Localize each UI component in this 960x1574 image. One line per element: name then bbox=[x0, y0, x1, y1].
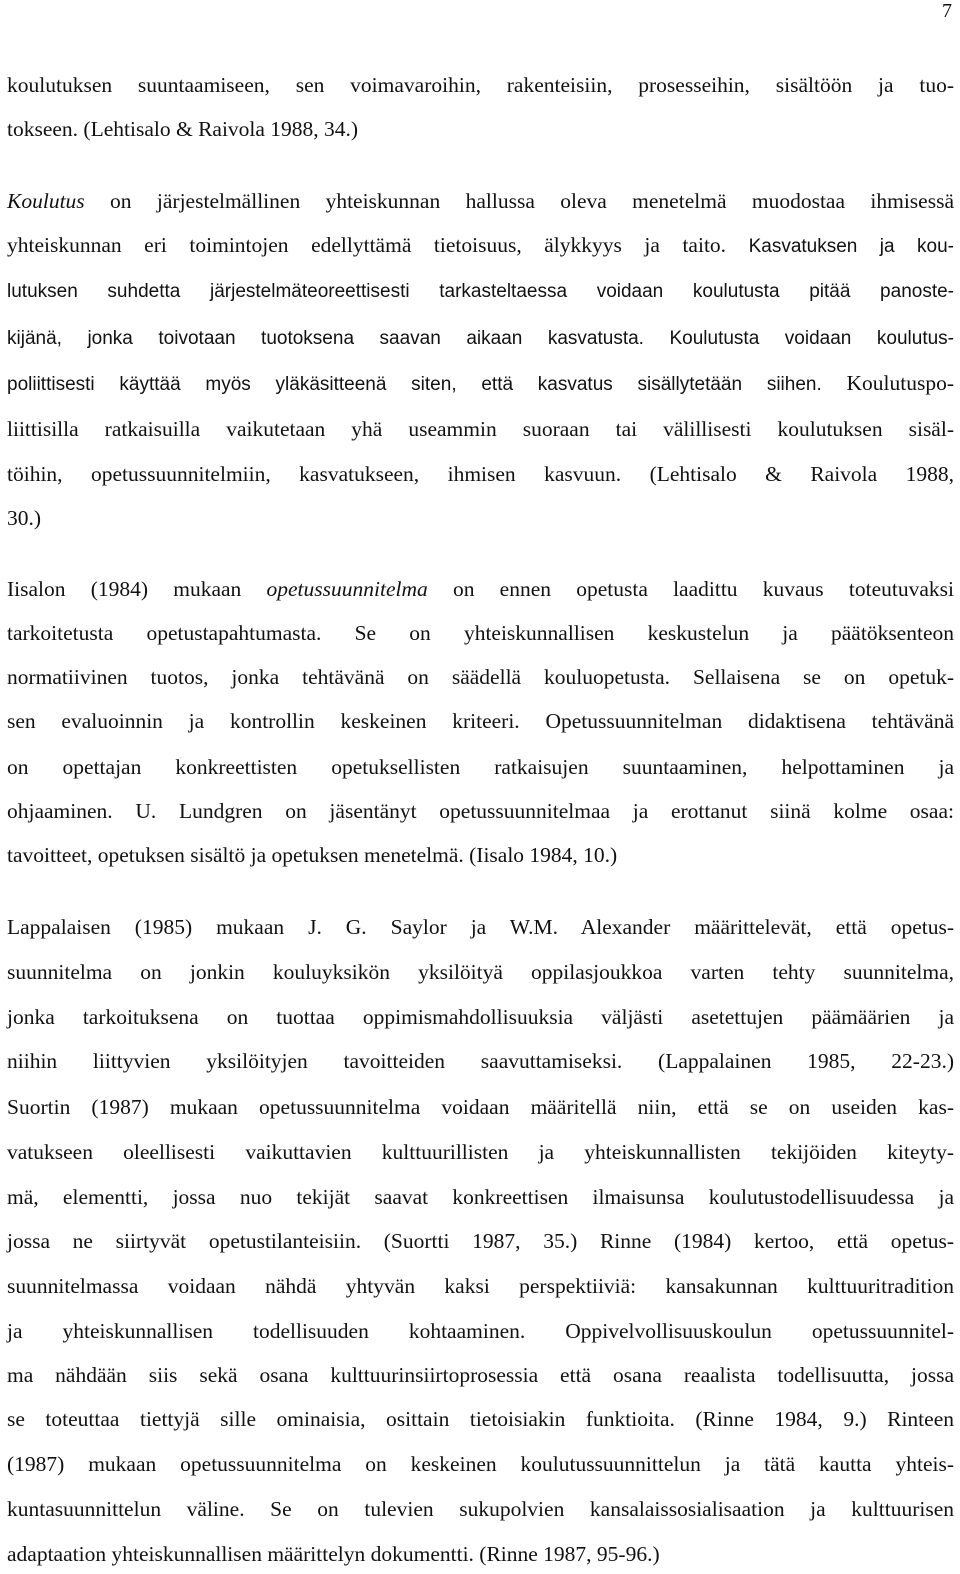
text-segment: vatukseen oleellisesti vaikuttavien kulttuurillisten ja yhteiskunnallisten tekijöiden kiteyty- bbox=[7, 1140, 954, 1164]
text-line bbox=[7, 618, 954, 648]
text-line bbox=[7, 503, 41, 533]
text-segment: Iisalon (1984) mukaan bbox=[7, 577, 267, 601]
text-segment: tarkoitetusta opetustapahtumasta. Se on yhteiskunnallisen keskustelun ja päätöksenteon bbox=[7, 621, 954, 645]
text-line bbox=[7, 368, 954, 398]
text-line bbox=[7, 1046, 954, 1076]
text-segment: poliittisesti käyttää myös yläkäsitteenä siten, että kasvatus sisällytetään siihen. bbox=[7, 374, 847, 395]
text-line bbox=[7, 1404, 954, 1434]
text-line bbox=[7, 1494, 954, 1524]
text-line bbox=[7, 912, 954, 942]
page-number: 7 bbox=[942, 0, 952, 22]
text-line bbox=[7, 1271, 954, 1301]
text-segment: on ennen opetusta laadittu kuvaus toteutuvaksi bbox=[427, 577, 954, 601]
text-segment: ohjaaminen. U. Lundgren on jäsentänyt opetussuunnitelmaa ja erottanut siinä kolme osaa: bbox=[7, 799, 954, 823]
text-line bbox=[7, 1539, 660, 1569]
text-segment: kuntasuunnittelun väline. Se on tulevien sukupolvien kansalaissosialisaation ja kulttuurisen bbox=[7, 1497, 954, 1521]
text-segment: tavoitteet, opetuksen sisältö ja opetuksen menetelmä. (Iisalo 1984, 10.) bbox=[7, 843, 618, 867]
text-segment: tokseen. (Lehtisalo & Raivola 1988, 34.) bbox=[7, 117, 359, 141]
text-line bbox=[7, 752, 954, 782]
text-line bbox=[7, 1182, 954, 1212]
text-line bbox=[7, 1226, 954, 1256]
text-segment: Koulutuspo- bbox=[846, 371, 954, 395]
text-line bbox=[7, 796, 954, 826]
text-segment: liittisilla ratkaisuilla vaikutetaan yhä useammin suoraan tai välillisesti koulutuksen sisäl- bbox=[7, 417, 954, 441]
text-segment: ma nähdään siis sekä osana kulttuurinsiirtoprosessia että osana reaalista todellisuutta, jossa bbox=[7, 1363, 954, 1387]
text-line bbox=[7, 414, 954, 444]
text-segment: Suortin (1987) mukaan opetussuunnitelma voidaan määritellä niin, että se on useiden kas- bbox=[7, 1095, 954, 1119]
text-segment: se toteuttaa tiettyjä sille ominaisia, osittain tietoisiakin funktioita. (Rinne 1984, 9.) Rinteen bbox=[7, 1407, 954, 1431]
text-segment: sen evaluoinnin ja kontrollin keskeinen kriteeri. Opetussuunnitelman didaktisena tehtävänä bbox=[7, 709, 954, 733]
italic-term: opetussuunnitelma bbox=[266, 577, 428, 601]
text-line bbox=[7, 1316, 954, 1346]
text-line bbox=[7, 840, 617, 870]
text-line bbox=[7, 1137, 954, 1167]
text-segment: normatiivinen tuotos, jonka tehtävänä on säädellä kouluopetusta. Sellaisena se on opetuk- bbox=[7, 665, 954, 689]
text-segment: jossa ne siirtyvät opetustilanteisiin. (Suortti 1987, 35.) Rinne (1984) kertoo, että opetus- bbox=[7, 1229, 954, 1253]
text-line bbox=[7, 459, 954, 489]
text-segment: adaptaation yhteiskunnallisen määrittelyn dokumentti. (Rinne 1987, 95-96.) bbox=[7, 1542, 660, 1566]
text-line bbox=[7, 1002, 954, 1032]
text-line bbox=[7, 1092, 954, 1122]
text-segment: jonka tarkoituksena on tuottaa oppimismahdollisuuksia väljästi asetettujen päämäärien ja bbox=[7, 1005, 954, 1029]
text-line bbox=[7, 1360, 954, 1390]
text-segment: suunnitelma on jonkin kouluyksikön yksilöityä oppilasjoukkoa varten tehty suunnitelma, bbox=[7, 960, 954, 984]
text-segment: niihin liittyvien yksilöityjen tavoitteiden saavuttamiseksi. (Lappalainen 1985, 22-23.) bbox=[7, 1049, 954, 1073]
text-segment: yhteiskunnan eri toimintojen edellyttämä tietoisuus, älykkyys ja taito. bbox=[7, 233, 749, 257]
text-line bbox=[7, 230, 954, 260]
text-line bbox=[7, 957, 954, 987]
text-line bbox=[7, 70, 954, 100]
text-segment: mä, elementti, jossa nuo tekijät saavat konkreettisen ilmaisunsa koulutustodellisuudessa ja bbox=[7, 1185, 954, 1209]
text-segment: ja yhteiskunnallisen todellisuuden kohtaaminen. Oppivelvollisuuskoulun opetussuunnitel- bbox=[7, 1319, 954, 1343]
text-segment: Kasvatuksen ja kou- bbox=[748, 236, 954, 257]
text-segment: töihin, opetussuunnitelmiin, kasvatukseen, ihmisen kasvuun. (Lehtisalo & Raivola 1988, bbox=[7, 462, 954, 486]
text-segment: koulutuksen suuntaamiseen, sen voimavaroihin, rakenteisiin, prosesseihin, sisältöön ja tuo- bbox=[7, 73, 954, 97]
text-segment: on opettajan konkreettisten opetuksellisten ratkaisujen suuntaaminen, helpottaminen ja bbox=[7, 755, 954, 779]
text-line bbox=[7, 324, 954, 354]
text-segment: suunnitelmassa voidaan nähdä yhtyvän kaksi perspektiiviä: kansakunnan kulttuuritradition bbox=[7, 1274, 954, 1298]
text-line bbox=[7, 574, 954, 604]
text-segment: Lappalaisen (1985) mukaan J. G. Saylor ja W.M. Alexander määrittelevät, että opetus- bbox=[7, 915, 954, 939]
text-line bbox=[7, 706, 954, 736]
text-segment: kijänä, jonka toivotaan tuotoksena saavan aikaan kasvatusta. Koulutusta voidaan koulutus- bbox=[7, 328, 954, 349]
text-segment: (1987) mukaan opetussuunnitelma on keskeinen koulutussuunnittelun ja tätä kautta yhteis- bbox=[7, 1452, 954, 1476]
text-segment: 30.) bbox=[7, 506, 42, 530]
italic-term: Koulutus bbox=[7, 189, 85, 213]
text-segment: lutuksen suhdetta järjestelmäteoreettisesti tarkasteltaessa voidaan koulutusta pitää panoste- bbox=[7, 281, 954, 302]
text-line bbox=[7, 277, 954, 307]
text-line bbox=[7, 114, 358, 144]
text-line bbox=[7, 186, 954, 216]
text-line bbox=[7, 662, 954, 692]
text-line bbox=[7, 1449, 954, 1479]
text-segment: on järjestelmällinen yhteiskunnan hallussa oleva menetelmä muodostaa ihmisessä bbox=[84, 189, 954, 213]
